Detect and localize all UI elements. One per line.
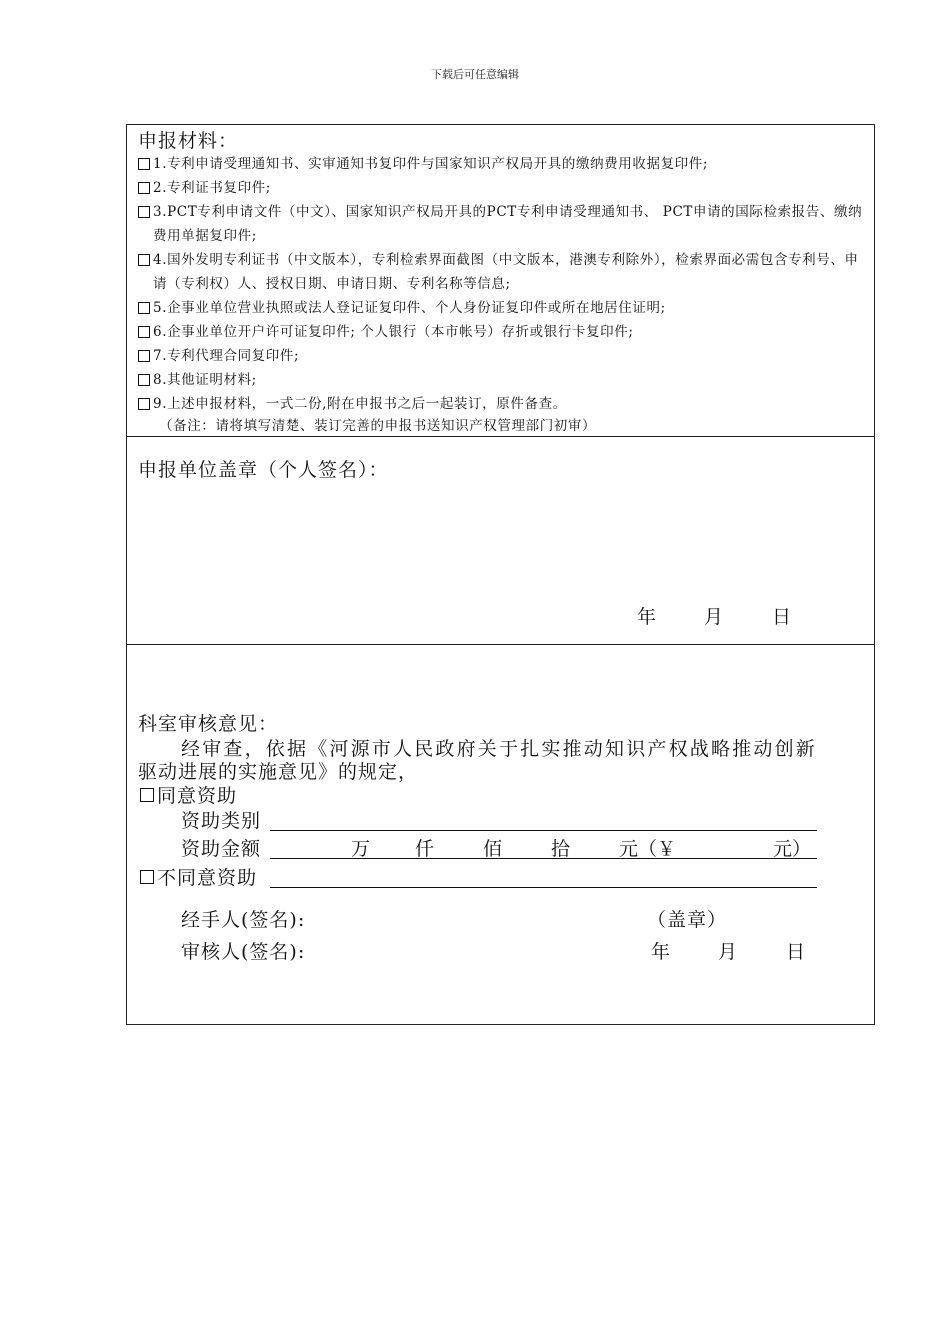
review-body: 经审查，依据《河源市人民政府关于扎实推动知识产权战略推动创新 xyxy=(181,738,818,760)
download-note: 下载后可任意编辑 xyxy=(431,68,519,81)
review-section xyxy=(127,645,874,1024)
amount-unit-bai: 佰 xyxy=(483,838,503,860)
material-item xyxy=(138,296,864,320)
checkbox[interactable] xyxy=(138,326,150,338)
materials-checklist xyxy=(138,152,864,416)
agree-checkbox[interactable] xyxy=(140,788,154,802)
date-month: 月 xyxy=(718,941,738,963)
checkbox[interactable] xyxy=(138,254,150,266)
checkbox[interactable] xyxy=(138,206,150,218)
stamp-label: （盖章） xyxy=(647,909,728,931)
date-year: 年 xyxy=(651,941,671,963)
material-item-label: 5.企事业单位营业执照或法人登记证复印件、个人身份证复印件或所在地居住证明; xyxy=(153,300,666,316)
material-item-label: 4.国外发明专利证书（中文版本），专利检索界面截图（中文版本，港澳专利除外），检索界面必需包含专利号、申请（专利权）人、授权日期、申请日期、专利名称等信息; xyxy=(153,252,859,292)
material-item xyxy=(138,320,864,344)
material-item xyxy=(138,368,864,392)
seal-title: 申报单位盖章（个人签名）： xyxy=(138,459,389,481)
disagree-reason-field[interactable] xyxy=(270,887,817,888)
reviewer-label: 审核人(签名): xyxy=(181,941,306,963)
checkbox[interactable] xyxy=(138,398,150,410)
material-item-label: 8.其他证明材料; xyxy=(153,372,257,388)
amount-unit-yuan: 元） xyxy=(773,838,812,860)
materials-title: 申报材料： xyxy=(138,130,239,152)
handler-label: 经手人(签名): xyxy=(181,909,306,931)
seal-section xyxy=(127,437,874,645)
material-item-label: 2.专利证书复印件; xyxy=(153,180,271,196)
disagree-checkbox[interactable] xyxy=(140,870,154,884)
material-item xyxy=(138,344,864,368)
amount-unit-shi: 拾 xyxy=(551,838,571,860)
material-item xyxy=(138,152,864,176)
material-item xyxy=(138,200,864,248)
checkbox[interactable] xyxy=(138,374,150,386)
materials-note: （备注：请将填写清楚、装订完善的申报书送知识产权管理部门初审） xyxy=(159,418,597,434)
materials-section xyxy=(127,125,874,437)
amount-unit-yuan-currency: 元（￥ xyxy=(619,838,677,860)
checkbox[interactable] xyxy=(138,182,150,194)
date-day: 日 xyxy=(786,941,806,963)
category-label: 资助类别 xyxy=(181,810,262,832)
material-item-label: 1.专利申请受理通知书、实审通知书复印件与国家知识产权局开具的缴纳费用收据复印件; xyxy=(153,156,709,172)
review-body-2: 驱动进展的实施意见》的规定， xyxy=(138,761,419,783)
material-item xyxy=(138,248,864,296)
date-month: 月 xyxy=(704,606,724,628)
date-day: 日 xyxy=(772,606,792,628)
material-item-label: 9.上述申报材料，一式二份,附在申报书之后一起装订，原件备查。 xyxy=(153,396,567,412)
material-item-label: 6.企事业单位开户许可证复印件; 个人银行（本市帐号）存折或银行卡复印件; xyxy=(153,324,634,340)
seal-date xyxy=(637,602,797,626)
agree-label: 同意资助 xyxy=(157,785,238,807)
disagree-label: 不同意资助 xyxy=(157,867,258,889)
date-year: 年 xyxy=(637,606,657,628)
material-item-label: 3.PCT专利申请文件（中文）、国家知识产权局开具的PCT专利申请受理通知书、 PCT申请的国际检索报告、缴纳费用单据复印件; xyxy=(153,204,863,244)
category-field[interactable] xyxy=(270,830,817,831)
amount-unit-qian: 仟 xyxy=(415,838,435,860)
checkbox[interactable] xyxy=(138,158,150,170)
material-item xyxy=(138,392,864,416)
amount-unit-wan: 万 xyxy=(351,838,371,860)
checkbox[interactable] xyxy=(138,350,150,362)
application-form-table xyxy=(126,124,875,1025)
checkbox[interactable] xyxy=(138,302,150,314)
material-item-label: 7.专利代理合同复印件; xyxy=(153,348,300,364)
review-title: 科室审核意见： xyxy=(138,713,279,735)
review-date xyxy=(651,937,811,961)
amount-label: 资助金额 xyxy=(181,838,262,860)
material-item xyxy=(138,176,864,200)
